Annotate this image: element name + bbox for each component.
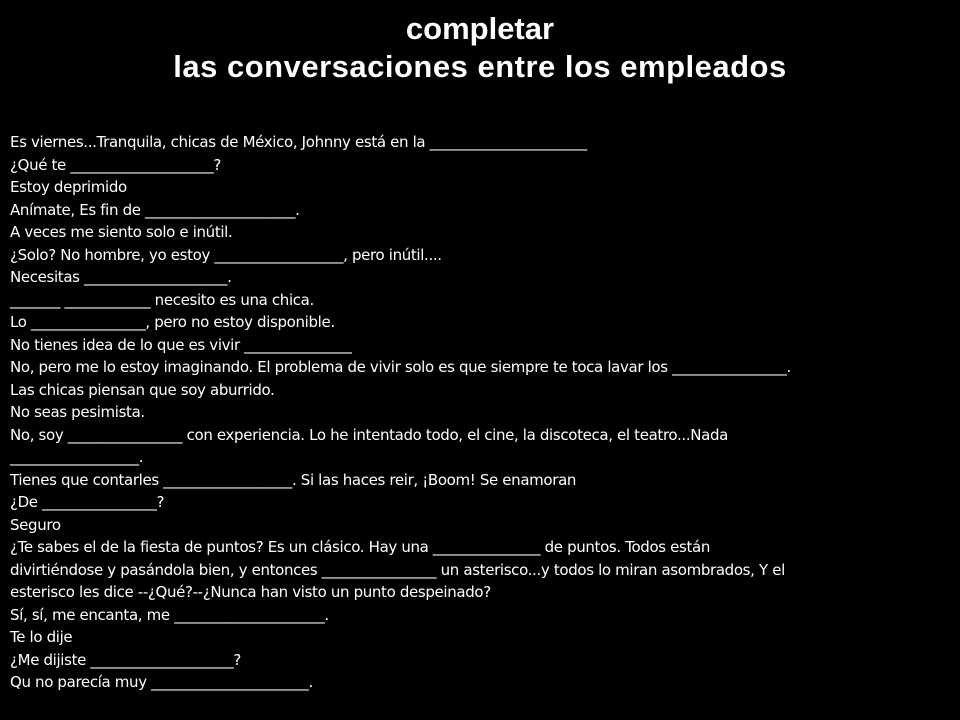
conversation-line: Seguro — [10, 515, 61, 534]
conversation-line: Lo ________________, pero no estoy disponible. — [10, 313, 335, 331]
conversation-line: Qu no parecía muy ______________________. — [10, 673, 313, 691]
conversation-line: __________________. — [10, 448, 144, 466]
title-line-2: las conversaciones entre los empleados — [173, 49, 787, 84]
conversation-line: Las chicas piensan que soy aburrido. — [10, 380, 275, 399]
conversation-line: No, pero me lo estoy imaginando. El problema de vivir solo es que siempre te toca lavar los ________________. — [10, 358, 791, 376]
conversation-line: ¿Me dijiste ____________________? — [10, 650, 242, 669]
conversation-line: Es viernes...Tranquila, chicas de México, Johnny está en la ______________________ — [10, 133, 587, 151]
conversation-line: divirtiéndose y pasándola bien, y entonces ________________ un asterisco...y todos lo miran asombrados, Y el — [10, 560, 785, 579]
slide-title — [0, 10, 960, 86]
conversation-line: Anímate, Es fin de _____________________. — [10, 200, 300, 219]
conversation-line: Sí, sí, me encanta, me _____________________. — [10, 605, 329, 624]
conversation-line: No, soy ________________ con experiencia. Lo he intentado todo, el cine, la discoteca, el teatro...Nada — [10, 425, 728, 444]
conversation-line: No tienes idea de lo que es vivir _______________ — [10, 335, 352, 354]
conversation-text — [10, 131, 950, 694]
conversation-line: esterisco les dice --¿Qué?--¿Nunca han visto un punto despeinado? — [10, 583, 491, 601]
title-line-1: completar — [405, 11, 555, 46]
conversation-line: ¿Qué te ____________________? — [10, 155, 221, 174]
conversation-line: ¿Te sabes el de la fiesta de puntos? Es un clásico. Hay una _______________ de puntos. Todos están — [10, 538, 711, 556]
conversation-line: A veces me siento solo e inútil. — [10, 223, 233, 241]
conversation-line: No seas pesimista. — [10, 403, 145, 421]
conversation-line: _______ ____________ necesito es una chica. — [10, 290, 314, 309]
conversation-line: ¿Solo? No hombre, yo estoy __________________, pero inútil.... — [10, 245, 442, 264]
conversation-line: Estoy deprimido — [10, 178, 127, 196]
conversation-line: Te lo dije — [10, 628, 73, 646]
conversation-line: ¿De ________________? — [10, 493, 165, 511]
conversation-line: Tienes que contarles __________________. Si las haces reir, ¡Boom! Se enamoran — [10, 470, 577, 489]
conversation-line: Necesitas ____________________. — [10, 268, 232, 286]
